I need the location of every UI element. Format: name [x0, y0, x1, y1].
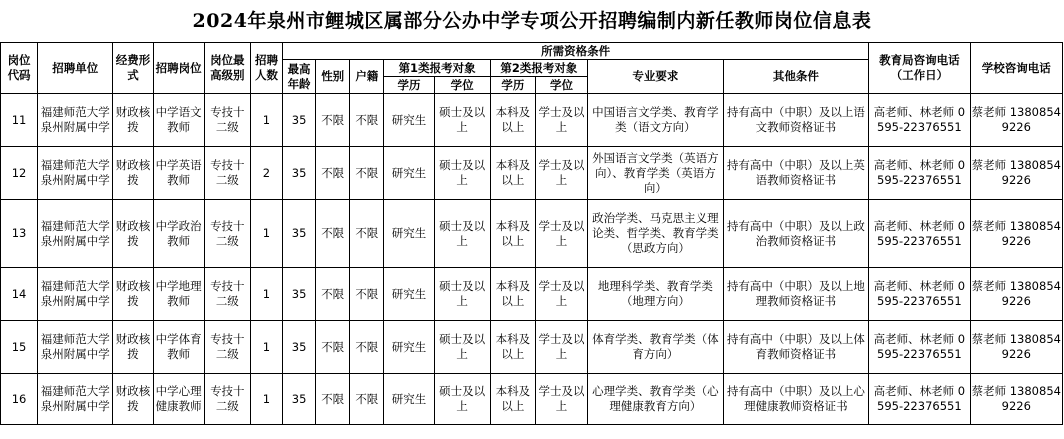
cell-level: 专技十二级 — [204, 321, 250, 374]
cell-other: 持有高中（中职）及以上语文教师资格证书 — [723, 94, 869, 147]
cell-code: 13 — [1, 200, 38, 268]
cell-deg1: 硕士及以上 — [434, 147, 490, 200]
cell-major: 政治学类、马克思主义理论类、哲学类、教育学类（思政方向） — [588, 200, 724, 268]
cell-edu1: 研究生 — [384, 94, 434, 147]
cell-edu2: 本科及以上 — [490, 268, 535, 321]
cell-deg2: 学士及以上 — [535, 200, 587, 268]
cell-school: 蔡老师 13808549226 — [970, 147, 1062, 200]
cell-code: 12 — [1, 147, 38, 200]
cell-other: 持有高中（中职）及以上英语教师资格证书 — [723, 147, 869, 200]
cell-post: 中学体育教师 — [153, 321, 204, 374]
cell-gender: 不限 — [316, 147, 350, 200]
cell-other: 持有高中（中职）及以上政治教师资格证书 — [723, 200, 869, 268]
table-row — [1, 374, 1063, 425]
cell-deg1: 硕士及以上 — [434, 200, 490, 268]
cell-edu1: 研究生 — [384, 147, 434, 200]
cell-code: 15 — [1, 321, 38, 374]
cell-other: 持有高中（中职）及以上心理健康教师资格证书 — [723, 374, 869, 425]
header-school-contact: 学校咨询电话 — [970, 43, 1062, 94]
cell-post: 中学地理教师 — [153, 268, 204, 321]
cell-school: 蔡老师 13808549226 — [970, 200, 1062, 268]
header-funding: 经费形式 — [113, 43, 153, 94]
cell-unit: 福建师范大学泉州附属中学 — [38, 147, 113, 200]
cell-gender: 不限 — [316, 94, 350, 147]
cell-count: 1 — [250, 268, 282, 321]
cell-major: 心理学类、教育学类（心理健康教育方向） — [588, 374, 724, 425]
cell-age: 35 — [283, 374, 316, 425]
cell-level: 专技十二级 — [204, 268, 250, 321]
cell-school: 蔡老师 13808549226 — [970, 374, 1062, 425]
cell-deg2: 学士及以上 — [535, 147, 587, 200]
cell-edu2: 本科及以上 — [490, 147, 535, 200]
header-edu1: 学历 — [384, 77, 434, 94]
cell-funding: 财政核拨 — [113, 200, 153, 268]
cell-post: 中学语文教师 — [153, 94, 204, 147]
cell-code: 11 — [1, 94, 38, 147]
cell-bureau: 高老师、林老师 0595-22376551 — [869, 94, 970, 147]
header-cat1: 第1类报考对象 — [384, 60, 490, 77]
cell-school: 蔡老师 13808549226 — [970, 94, 1062, 147]
cell-deg1: 硕士及以上 — [434, 321, 490, 374]
cell-gender: 不限 — [316, 268, 350, 321]
header-edu2: 学历 — [490, 77, 535, 94]
cell-unit: 福建师范大学泉州附属中学 — [38, 321, 113, 374]
cell-age: 35 — [283, 321, 316, 374]
cell-post: 中学英语教师 — [153, 147, 204, 200]
header-deg2: 学位 — [535, 77, 587, 94]
cell-deg2: 学士及以上 — [535, 268, 587, 321]
cell-gender: 不限 — [316, 200, 350, 268]
cell-edu2: 本科及以上 — [490, 374, 535, 425]
cell-major: 体育学类、教育学类（体育方向） — [588, 321, 724, 374]
header-count: 招聘人数 — [250, 43, 282, 94]
cell-age: 35 — [283, 200, 316, 268]
cell-edu1: 研究生 — [384, 268, 434, 321]
cell-edu1: 研究生 — [384, 200, 434, 268]
header-other: 其他条件 — [723, 60, 869, 94]
cell-hukou: 不限 — [350, 147, 384, 200]
cell-post: 中学心理健康教师 — [153, 374, 204, 425]
cell-age: 35 — [283, 268, 316, 321]
cell-hukou: 不限 — [350, 374, 384, 425]
cell-age: 35 — [283, 147, 316, 200]
cell-gender: 不限 — [316, 321, 350, 374]
cell-unit: 福建师范大学泉州附属中学 — [38, 374, 113, 425]
cell-major: 外国语言文学类（英语方向）、教育学类（英语方向） — [588, 147, 724, 200]
cell-count: 1 — [250, 200, 282, 268]
cell-level: 专技十二级 — [204, 374, 250, 425]
header-gender: 性别 — [316, 60, 350, 94]
page-title: 2024年泉州市鲤城区属部分公办中学专项公开招聘编制内新任教师岗位信息表 — [192, 10, 872, 32]
cell-age: 35 — [283, 94, 316, 147]
cell-deg1: 硕士及以上 — [434, 94, 490, 147]
cell-unit: 福建师范大学泉州附属中学 — [38, 268, 113, 321]
cell-deg2: 学士及以上 — [535, 321, 587, 374]
cell-edu2: 本科及以上 — [490, 200, 535, 268]
cell-count: 1 — [250, 374, 282, 425]
cell-post: 中学政治教师 — [153, 200, 204, 268]
cell-hukou: 不限 — [350, 94, 384, 147]
cell-deg2: 学士及以上 — [535, 374, 587, 425]
cell-edu2: 本科及以上 — [490, 94, 535, 147]
cell-bureau: 高老师、林老师 0595-22376551 — [869, 200, 970, 268]
table-row — [1, 147, 1063, 200]
table-row — [1, 321, 1063, 374]
cell-bureau: 高老师、林老师 0595-22376551 — [869, 147, 970, 200]
cell-code: 16 — [1, 374, 38, 425]
header-cat2: 第2类报考对象 — [490, 60, 587, 77]
cell-other: 持有高中（中职）及以上体育教师资格证书 — [723, 321, 869, 374]
header-hukou: 户籍 — [350, 60, 384, 94]
cell-count: 1 — [250, 321, 282, 374]
cell-major: 地理科学类、教育学类（地理方向） — [588, 268, 724, 321]
cell-funding: 财政核拨 — [113, 321, 153, 374]
table-row — [1, 200, 1063, 268]
header-required: 所需资格条件 — [283, 43, 869, 60]
header-post: 招聘岗位 — [153, 43, 204, 94]
positions-table — [0, 42, 1063, 425]
cell-major: 中国语言文学类、教育学类（语文方向） — [588, 94, 724, 147]
header-major: 专业要求 — [588, 60, 724, 94]
cell-level: 专技十二级 — [204, 94, 250, 147]
cell-edu2: 本科及以上 — [490, 321, 535, 374]
cell-count: 1 — [250, 94, 282, 147]
cell-hukou: 不限 — [350, 268, 384, 321]
cell-deg1: 硕士及以上 — [434, 374, 490, 425]
header-max-age: 最高年龄 — [283, 60, 316, 94]
cell-funding: 财政核拨 — [113, 94, 153, 147]
cell-funding: 财政核拨 — [113, 374, 153, 425]
cell-funding: 财政核拨 — [113, 147, 153, 200]
header-bureau-contact: 教育局咨询电话（工作日） — [869, 43, 970, 94]
cell-hukou: 不限 — [350, 200, 384, 268]
header-level: 岗位最高级别 — [204, 43, 250, 94]
cell-hukou: 不限 — [350, 321, 384, 374]
cell-school: 蔡老师 13808549226 — [970, 268, 1062, 321]
cell-funding: 财政核拨 — [113, 268, 153, 321]
cell-unit: 福建师范大学泉州附属中学 — [38, 200, 113, 268]
cell-bureau: 高老师、林老师 0595-22376551 — [869, 321, 970, 374]
cell-unit: 福建师范大学泉州附属中学 — [38, 94, 113, 147]
cell-level: 专技十二级 — [204, 147, 250, 200]
cell-code: 14 — [1, 268, 38, 321]
cell-deg2: 学士及以上 — [535, 94, 587, 147]
cell-level: 专技十二级 — [204, 200, 250, 268]
cell-count: 2 — [250, 147, 282, 200]
cell-edu1: 研究生 — [384, 321, 434, 374]
cell-school: 蔡老师 13808549226 — [970, 321, 1062, 374]
cell-gender: 不限 — [316, 374, 350, 425]
cell-edu1: 研究生 — [384, 374, 434, 425]
cell-other: 持有高中（中职）及以上地理教师资格证书 — [723, 268, 869, 321]
header-deg1: 学位 — [434, 77, 490, 94]
table-row — [1, 94, 1063, 147]
cell-bureau: 高老师、林老师 0595-22376551 — [869, 374, 970, 425]
header-unit: 招聘单位 — [38, 43, 113, 94]
header-post-code: 岗位代码 — [1, 43, 38, 94]
cell-deg1: 硕士及以上 — [434, 268, 490, 321]
table-row — [1, 268, 1063, 321]
cell-bureau: 高老师、林老师 0595-22376551 — [869, 268, 970, 321]
